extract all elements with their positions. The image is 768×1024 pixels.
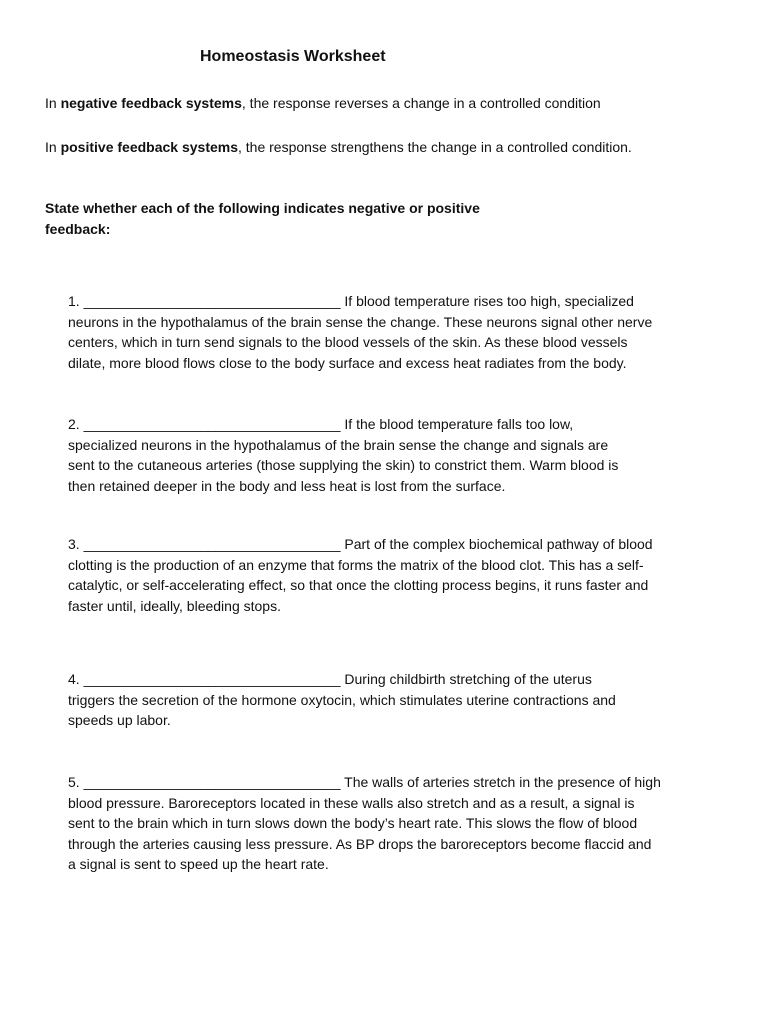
definition-text: , the response strengthens the change in a controlled condition. (238, 139, 632, 155)
question-line: triggers the secretion of the hormone oxytocin, which stimulates uterine contractions and (68, 691, 616, 708)
question-line: sent to the cutaneous arteries (those supplying the skin) to constrict them. Warm blood is (68, 457, 619, 474)
definition-prefix: In (45, 139, 61, 155)
instructions-line: feedback: (45, 221, 111, 237)
question-4 (68, 669, 616, 731)
definition-term: positive feedback systems (60, 139, 238, 155)
positive-feedback-definition (45, 137, 632, 158)
question-line: blood pressure. Baroreceptors located in these walls also stretch and as a result, a signal is (68, 794, 635, 811)
question-line: speeds up labor. (68, 712, 171, 729)
instructions-line: State whether each of the following indicates negative or positive (45, 200, 480, 216)
question-3 (68, 534, 653, 616)
question-1 (68, 291, 652, 373)
question-line: 1. _________________________________ If blood temperature rises too high, specialized (68, 293, 634, 309)
question-line: clotting is the production of an enzyme that forms the matrix of the blood clot. This has a self- (68, 556, 644, 573)
page-title: Homeostasis Worksheet (200, 48, 386, 65)
question-line: then retained deeper in the body and less heat is lost from the surface. (68, 477, 506, 494)
question-line: through the arteries causing less pressure. As BP drops the baroreceptors become flaccid and (68, 835, 652, 852)
question-line: catalytic, or self-accelerating effect, so that once the clotting process begins, it runs faster and (68, 577, 649, 594)
question-line: 3. _________________________________ Part of the complex biochemical pathway of blood (68, 536, 653, 552)
question-line: faster until, ideally, bleeding stops. (68, 597, 281, 614)
question-line: a signal is sent to speed up the heart rate. (68, 856, 329, 873)
question-line: 2. _________________________________ If the blood temperature falls too low, (68, 416, 574, 432)
definition-term: negative feedback systems (60, 95, 242, 111)
instructions (45, 198, 525, 240)
question-line: neurons in the hypothalamus of the brain sense the change. These neurons signal other nerve (68, 313, 653, 330)
question-line: sent to the brain which in turn slows down the body’s heart rate. This slows the flow of blood (68, 815, 638, 832)
definition-prefix: In (45, 95, 61, 111)
definition-text: , the response reverses a change in a controlled condition (241, 95, 601, 111)
question-line: dilate, more blood flows close to the body surface and excess heat radiates from the body. (68, 354, 627, 371)
question-line: specialized neurons in the hypothalamus of the brain sense the change and signals are (68, 436, 609, 453)
question-2 (68, 414, 618, 496)
question-5 (68, 772, 661, 875)
negative-feedback-definition (45, 93, 601, 114)
question-line: 5. _________________________________ The walls of arteries stretch in the presence of high (68, 774, 661, 790)
question-line: 4. _________________________________ During childbirth stretching of the uterus (68, 671, 592, 687)
question-line: centers, which in turn send signals to the blood vessels of the skin. As these blood vessels (68, 334, 628, 351)
